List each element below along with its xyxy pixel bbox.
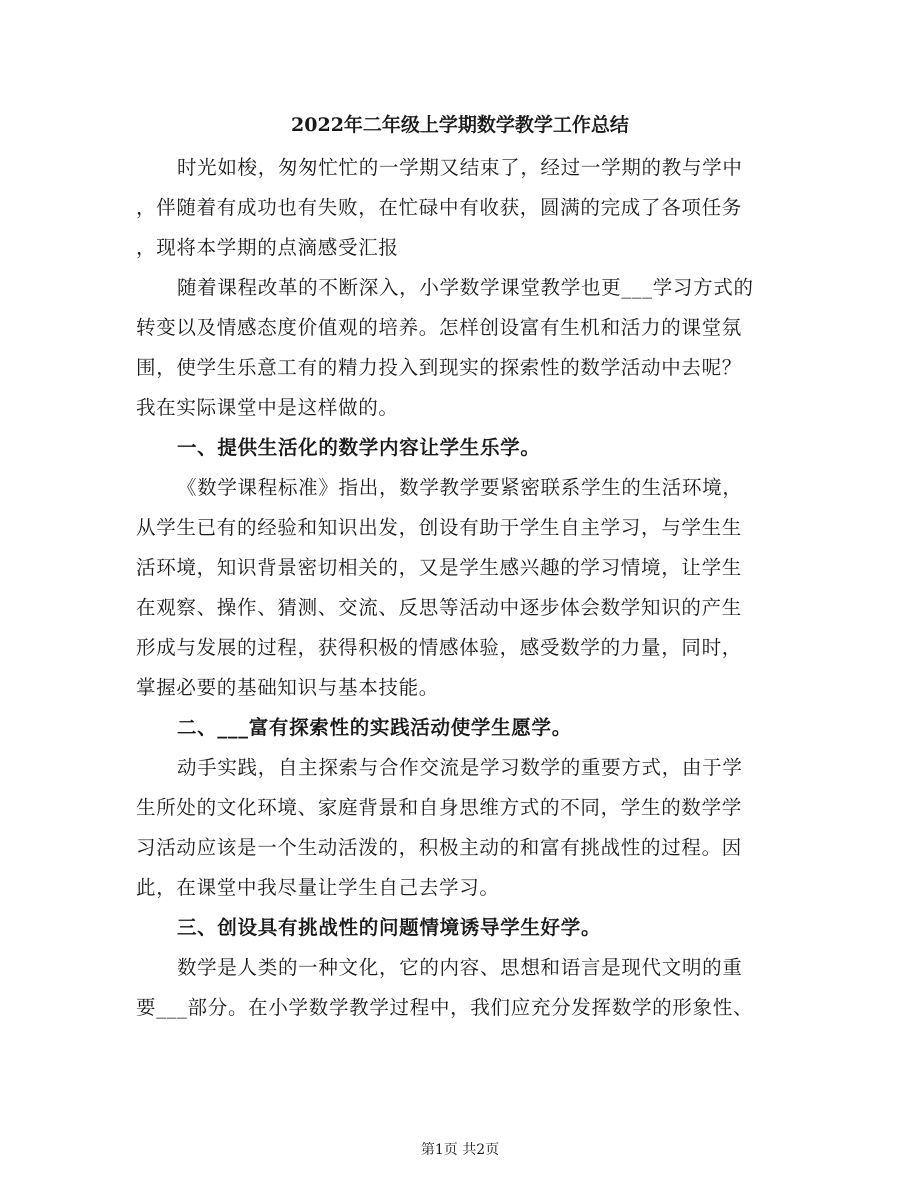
- text-line: 掌握必要的基础知识与基本技能。: [136, 676, 440, 699]
- document-body: [136, 148, 786, 1028]
- text-line: ，现将本学期的点滴感受汇报: [136, 236, 399, 259]
- text-line: 习活动应该是一个生动活泼的，积极主动的和富有挑战性的过程。因: [136, 836, 743, 859]
- paragraph-section-2: [136, 748, 786, 908]
- text-line: 在观察、操作、猜测、交流、反思等活动中逐步体会数学知识的产生: [136, 596, 743, 619]
- heading-text: 三、创设具有挑战性的问题情境诱导学生好学。: [176, 916, 602, 939]
- text-line: 随着课程改革的不断深入，小学数学课堂教学也更___学习方式的: [176, 276, 754, 299]
- document-title: 2022年二年级上学期数学教学工作总结: [291, 114, 629, 136]
- paragraph-section-1: [136, 468, 786, 708]
- paragraph-section-3: [136, 948, 786, 1028]
- text-line: 我在实际课堂中是这样做的。: [136, 396, 399, 419]
- text-line: 时光如梭，匆匆忙忙的一学期又结束了，经过一学期的教与学中: [176, 156, 743, 179]
- text-line: 围，使学生乐意工有的精力投入到现实的探索性的数学活动中去呢？: [136, 356, 743, 379]
- text-line: ，伴随着有成功也有失败，在忙碌中有收获，圆满的完成了各项任务: [136, 196, 743, 219]
- text-line: 动手实践，自主探索与合作交流是学习数学的重要方式，由于学: [176, 756, 743, 779]
- text-line: 此，在课堂中我尽量让学生自己去学习。: [136, 876, 500, 899]
- paragraph-intro: [136, 148, 786, 268]
- text-line: 《数学课程标准》指出，数学教学要紧密联系学生的生活环境，: [176, 476, 743, 499]
- text-line: 从学生已有的经验和知识出发，创设有助于学生自主学习，与学生生: [136, 516, 743, 539]
- text-line: 活环境，知识背景密切相关的，又是学生感兴趣的学习情境，让学生: [136, 556, 743, 579]
- heading-text: 二、___富有探索性的实践活动使学生愿学。: [176, 716, 572, 739]
- text-line: 数学是人类的一种文化，它的内容、思想和语言是现代文明的重: [176, 956, 743, 979]
- text-line: 生所处的文化环境、家庭背景和自身思维方式的不同，学生的数学学: [136, 796, 743, 819]
- page-number-footer: 第1页 共2页: [420, 1142, 500, 1158]
- heading-text: 一、提供生活化的数学内容让学生乐学。: [176, 436, 541, 459]
- text-line: 形成与发展的过程，获得积极的情感体验，感受数学的力量，同时，: [136, 636, 743, 659]
- section-heading-2: [136, 708, 786, 748]
- section-heading-3: [136, 908, 786, 948]
- section-heading-1: [136, 428, 786, 468]
- text-line: 要___部分。在小学数学教学过程中，我们应充分发挥数学的形象性、: [136, 996, 754, 1019]
- paragraph-reform: [136, 268, 786, 428]
- text-line: 转变以及情感态度价值观的培养。怎样创设富有生机和活力的课堂氛: [136, 316, 743, 339]
